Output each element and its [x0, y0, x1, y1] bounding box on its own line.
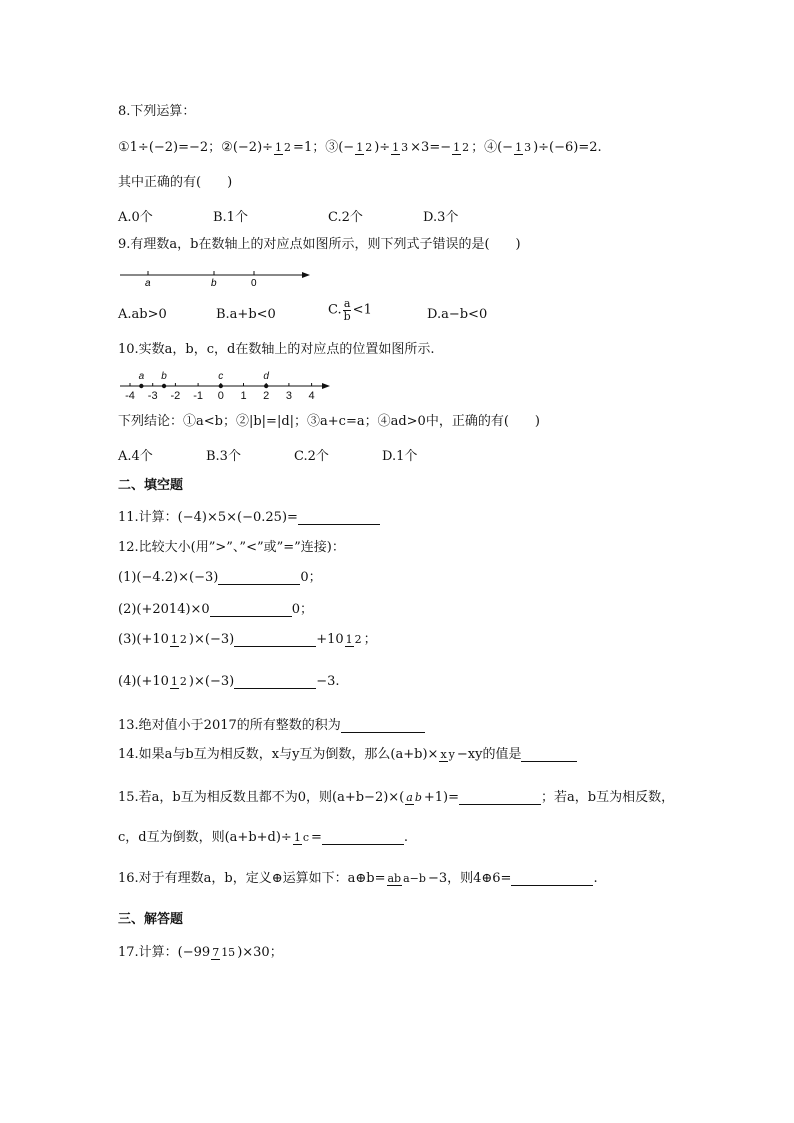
point-label-d: d	[263, 371, 269, 382]
q14: 14.如果a与b互为相反数，x与y互为倒数，那么(a+b)× x y −xy的值是	[118, 746, 577, 765]
tick-label: -1	[193, 390, 203, 400]
point-label-a: a	[138, 371, 145, 382]
answer-blank	[218, 572, 300, 585]
q15-line2: c，d互为倒数，则(a+b+d)÷ 1 c = .	[118, 830, 409, 845]
fraction: 1 3	[515, 140, 532, 154]
point-label-c: c	[218, 371, 224, 382]
label-a: a	[145, 278, 151, 289]
q9-option-b: B.a+b<0	[216, 307, 276, 322]
q13: 13.绝对值小于2017的所有整数的积为	[118, 717, 425, 736]
q9-option-a: A.ab>0	[118, 307, 167, 322]
q16: 16.对于有理数a，b，定义⊕运算如下：a⊕b= ab a−b −3，则4⊕6= .	[118, 871, 598, 886]
q8-e1: ①1÷(−2)=−2；②(−2)÷	[118, 140, 274, 155]
fraction: ab a−b	[387, 871, 426, 885]
answer-blank	[322, 832, 404, 845]
q8-e2: =1；③(−	[293, 140, 355, 155]
answer-blank	[234, 634, 316, 647]
q10-option-b: B.3个	[206, 449, 241, 464]
fraction: 1 2	[356, 140, 373, 154]
q10-title: 10.实数a，b，c，d在数轴上的对应点的位置如图所示.	[118, 342, 435, 357]
q9-option-d: D.a−b<0	[427, 307, 488, 322]
fraction: $\frac{a}{b}$	[343, 297, 351, 323]
fraction: 1 3	[392, 140, 409, 154]
fraction: 1 2	[275, 140, 292, 154]
q10-conclusion: 下列结论：①a<b；②|b|=|d|；③a+c=a；④ad>0中，正确的有( )	[118, 414, 540, 429]
q9-number-line	[118, 266, 318, 290]
q12-part3: (3)(+10 1 2 )×(−3) +10 1 2 ；	[118, 632, 377, 647]
tick-label: 4	[308, 390, 315, 400]
q10-option-c: C.2个	[294, 449, 329, 464]
q8-option-c: C.2个	[328, 210, 363, 225]
answer-blank	[521, 749, 577, 762]
q12-part2: (2)(+2014)×0 0；	[118, 602, 313, 617]
q10-option-d: D.1个	[382, 449, 418, 464]
point-label-b: b	[161, 371, 167, 382]
q8-expressions	[118, 139, 602, 158]
q12-title: 12.比较大小(用”>”、”<”或”=”连接)：	[118, 540, 345, 555]
q8-option-d: D.3个	[423, 210, 459, 225]
q17: 17.计算：(−99 7 15 )×30；	[118, 945, 283, 960]
q15-line1: 15.若a，b互为相反数且都不为0，则(a+b−2)×( a b +1)= ；若a，b互为相反数，	[118, 790, 675, 805]
fraction: 1 2	[453, 140, 470, 154]
tick-label: -4	[125, 390, 135, 400]
tick-label: -3	[147, 390, 158, 400]
section-solutions: 三、解答题	[118, 912, 184, 927]
answer-blank	[298, 512, 380, 525]
section-fill-in: 二、填空题	[118, 478, 184, 493]
q8-e3: )÷	[374, 140, 391, 155]
tick-label: -2	[170, 390, 181, 400]
answer-blank	[210, 604, 292, 617]
q8-option-a: A.0个	[118, 210, 153, 225]
tick-label: 3	[285, 390, 292, 400]
q11: 11.计算：(−4)×5×(−0.25)=	[118, 509, 380, 528]
fraction: 1 2	[170, 674, 187, 688]
label-zero: 0	[251, 278, 257, 289]
answer-blank	[341, 720, 425, 733]
answer-blank	[459, 792, 541, 805]
fraction: 1 c	[293, 830, 309, 844]
answer-blank	[234, 676, 316, 689]
q8-e4: ×3=−	[410, 140, 452, 155]
q8-title: 8.下列运算：	[118, 104, 196, 119]
fraction: x y	[440, 747, 455, 761]
fraction: 1 2	[345, 632, 362, 646]
answer-blank	[511, 873, 593, 886]
q8-option-b: B.1个	[213, 210, 248, 225]
label-b: b	[211, 278, 217, 289]
q8-e6: )÷(−6)=2.	[533, 140, 602, 155]
point-a	[139, 384, 143, 388]
q8-e5: ；④(−	[471, 140, 514, 155]
point-c	[219, 384, 223, 388]
q9-option-c: C. $\frac{a}{b}$ <1	[328, 297, 372, 323]
axis-arrow	[302, 272, 310, 278]
tick-label: 2	[263, 390, 270, 400]
tick-label: 1	[240, 390, 247, 400]
q8-prompt: 其中正确的有( )	[118, 175, 233, 190]
fraction: a b	[406, 790, 422, 804]
point-b	[162, 384, 166, 388]
tick-label: 0	[217, 390, 224, 400]
fraction: 7 15	[212, 945, 236, 959]
q10-option-a: A.4个	[118, 449, 153, 464]
fraction: 1 2	[170, 632, 187, 646]
q10-number-line	[118, 366, 338, 400]
axis-arrow	[322, 383, 330, 389]
point-d	[264, 384, 268, 388]
q12-part1: (1)(−4.2)×(−3) 0；	[118, 570, 322, 585]
q9-title: 9.有理数a，b在数轴上的对应点如图所示，则下列式子错误的是( )	[118, 237, 521, 252]
q12-part4: (4)(+10 1 2 )×(−3) −3.	[118, 674, 340, 689]
